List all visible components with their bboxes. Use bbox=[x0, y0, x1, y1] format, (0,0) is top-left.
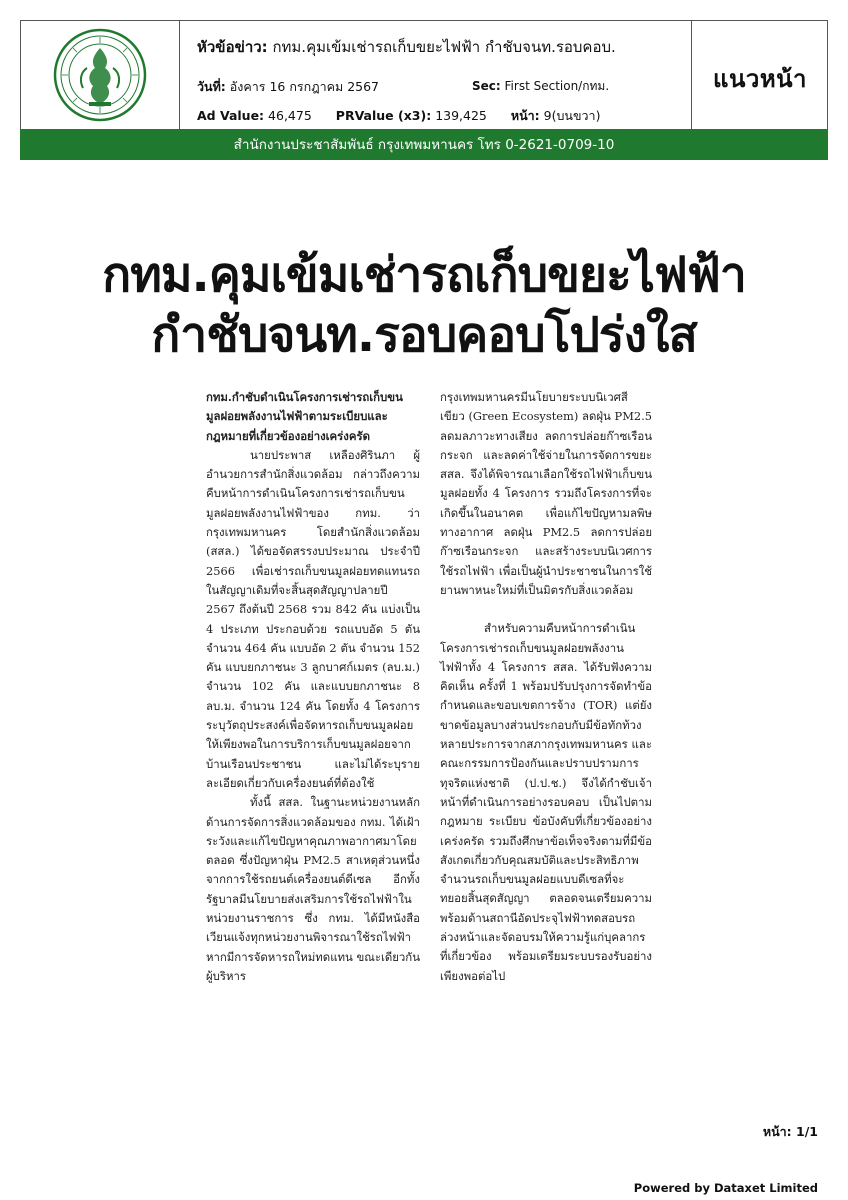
headline-value: กทม.คุมเข้มเช่ารถเก็บขยะไฟฟ้า กำชับจนท.รอบคอบ. bbox=[272, 38, 616, 56]
ad-value: 46,475 bbox=[268, 108, 312, 123]
value-row bbox=[197, 106, 600, 126]
date-row bbox=[197, 77, 379, 97]
sec-row bbox=[472, 77, 609, 96]
sec-label: Sec: bbox=[472, 79, 501, 93]
date-value: อังคาร 16 กรกฎาคม 2567 bbox=[229, 79, 380, 94]
article-paragraph: สำหรับความคืบหน้าการดำเนินโครงการเช่ารถเก็บขนมูลฝอยพลังงานไฟฟ้าทั้ง 4 โครงการ สสล. ได้รับฟังความคิดเห็น ครั้งที่ 1 พร้อมปรับปรุงการจัดทำข้อกำหนดและขอบเขตการจ้าง (TOR) แต่ยังขาดข้อมูลบางส่วนประกอบกับมีข้อทักท้วงหลายประการจากสภากรุงเทพมหานคร และคณะกรรมการป้องกันและปราบปรามการทุจริตแห่งชาติ (ป.ป.ช.) จึงได้กำชับเจ้าหน้าที่ดำเนินการอย่างรอบคอบ เป็นไปตามกฎหมาย ระเบียบ ข้อบังคับที่เกี่ยวข้องอย่างเคร่งครัด รวมถึงศึกษาข้อเท็จจริงตามที่มีข้อสังเกตเกี่ยวกับคุณสมบัติและประสิทธิภาพจำนวนรถเก็บขนมูลฝอยแบบดีเซลที่จะทยอยสิ้นสุดสัญญา ตลอดจนเตรียมความพร้อมด้านสถานีอัดประจุไฟฟ้าทดสอบรถล่วงหน้าและจัดอบรมให้ความรู้แก่บุคลากรที่เกี่ยวข้อง พร้อมเตรียมระบบรองรับอย่างเพียงพอต่อไป bbox=[440, 621, 652, 983]
article-lead: กทม.กำชับดำเนินโครงการเช่ารถเก็บขนมูลฝอยพลังงานไฟฟ้าตามระเบียบและกฎหมายที่เกี่ยวข้องอย่างเคร่งครัด bbox=[206, 390, 403, 443]
header-box bbox=[20, 20, 828, 130]
headline-label: หัวข้อข่าว: bbox=[197, 38, 268, 56]
agency-bar: สำนักงานประชาสัมพันธ์ กรุงเทพมหานคร โทร 0-2621-0709-10 bbox=[20, 130, 828, 160]
article-paragraph: กรุงเทพมหานครมีนโยบายระบบนิเวศสีเขียว (Green Ecosystem) ลดฝุ่น PM2.5 ลดมลภาวะทางเสียง ลดการปล่อยก๊าซเรือนกระจก และลดค่าใช้จ่ายในการจัดการขยะ สสล. จึงได้พิจารณาเลือกใช้รถไฟฟ้าเก็บขนมูลฝอยทั้ง 4 โครงการ รวมถึงโครงการที่จะเกิดขึ้นในอนาคต เพื่อแก้ไขปัญหามลพิษทางอากาศ ลดฝุ่น PM2.5 ลดการปล่อยก๊าซเรือนกระจก และสร้างระบบนิเวศการใช้รถไฟฟ้า เพื่อเป็นผู้นำประชาชนในการใช้ยานพาหนะใหม่ที่เป็นมิตรกับสิ่งแวดล้อม bbox=[440, 390, 652, 597]
header-divider bbox=[691, 21, 692, 129]
clipping-header bbox=[20, 20, 828, 160]
powered-by: Powered by Dataxet Limited bbox=[633, 1181, 818, 1195]
article-paragraph: นายประพาส เหลืองศิรินภา ผู้อำนวยการสำนักสิ่งแวดล้อม กล่าวถึงความคืบหน้าการดำเนินโครงการเช่ารถเก็บขนมูลฝอยพลังงานไฟฟ้าของ กทม. ว่า กรุงเทพมหานคร โดยสำนักสิ่งแวดล้อม (สสล.) ได้ขอจัดสรรงบประมาณ ประจำปี 2566 เพื่อเช่ารถเก็บขนมูลฝอยทดแทนรถในสัญญาเดิมที่จะสิ้นสุดสัญญาปลายปี 2567 ถึงต้นปี 2568 รวม 842 คัน แบ่งเป็น 4 ประเภท ประกอบด้วย รถแบบอัด 5 ตัน จำนวน 464 คัน แบบอัด 2 ตัน จำนวน 152 คัน แบบยกภาชนะ 3 ลูกบาศก์เมตร (ลบ.ม.) จำนวน 102 คัน และแบบยกภาชนะ 8 ลบ.ม. จำนวน 124 คัน โดยทั้ง 4 โครงการ ระบุวัตถุประสงค์เพื่อจัดหารถเก็บขนมูลฝอยให้เพียงพอในการบริการเก็บขนมูลฝอยจากบ้านเรือนประชาชน และไม่ได้ระบุรายละเอียดเกี่ยวกับเครื่องยนต์ที่ต้องใช้ bbox=[206, 447, 420, 790]
article-column-2 bbox=[440, 388, 652, 986]
pr-value-label: PRValue (x3): bbox=[335, 108, 432, 123]
clipping-meta bbox=[197, 31, 687, 126]
article-title-line-2: กำชับจนท.รอบคอบโปร่งใส bbox=[151, 307, 697, 363]
sec-value: First Section/กทม. bbox=[504, 79, 610, 93]
article-title bbox=[30, 245, 818, 365]
publication-name: แนวหน้า bbox=[712, 65, 808, 93]
article-paragraph: ทั้งนี้ สสล. ในฐานะหน่วยงานหลักด้านการจัดการสิ่งแวดล้อมของ กทม. ได้เฝ้าระวังและแก้ไขปัญหาคุณภาพอากาศมาโดยตลอด ซึ่งปัญหาฝุ่น PM2.5 สาเหตุส่วนหนึ่งจากการใช้รถยนต์เครื่องยนต์ดีเซล อีกทั้งรัฐบาลมีนโยบายส่งเสริมการใช้รถไฟฟ้าในหน่วยงานราชการ ซึ่ง กทม. ได้มีหนังสือเวียนแจ้งทุกหน่วยงานพิจารณาใช้รถไฟฟ้าหากมีการจัดหารถใหม่ทดแทน ขณะเดียวกันผู้บริหาร bbox=[206, 795, 420, 983]
page-label: หน้า: bbox=[510, 108, 540, 123]
page-value: 9(บนขวา) bbox=[543, 108, 601, 123]
bma-logo-icon bbox=[53, 28, 147, 122]
page-count: หน้า: 1/1 bbox=[762, 1124, 818, 1139]
date-label: วันที่: bbox=[197, 79, 226, 94]
ad-value-label: Ad Value: bbox=[197, 108, 265, 123]
pr-value: 139,425 bbox=[435, 108, 487, 123]
article-title-line-1: กทม.คุมเข้มเช่ารถเก็บขยะไฟฟ้า bbox=[102, 247, 746, 303]
headline-row bbox=[197, 35, 616, 59]
logo-cell bbox=[21, 21, 180, 129]
article-column-1 bbox=[206, 388, 420, 986]
